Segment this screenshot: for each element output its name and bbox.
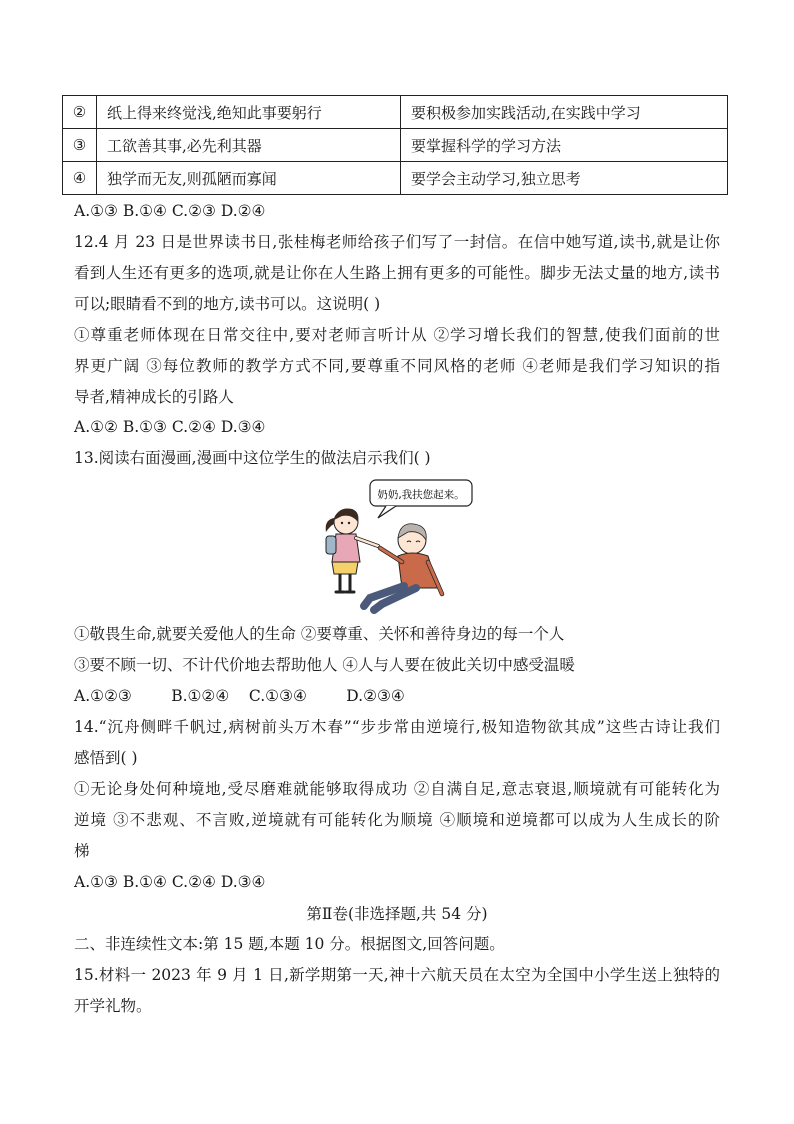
q12-stem-line: 看到人生还有更多的选项,就是让你在人生路上拥有更多的可能性。脚步无法丈量的地方,读书 bbox=[74, 264, 720, 282]
speech-bubble-text: 奶奶,我扶您起来。 bbox=[377, 489, 465, 501]
q14-item-line: ①无论身处何种境地,受尽磨难就能够取得成功 ②自满自足,意志衰退,顺境就有可能转化为 bbox=[74, 780, 720, 798]
q14-item-line: 梯 bbox=[74, 842, 90, 860]
quote-cell: 工欲善其事,必先利其器 bbox=[97, 129, 401, 162]
part2-title: 第Ⅱ卷(非选择题,共 54 分) bbox=[306, 905, 488, 923]
q14-stem-line: 14.“沉舟侧畔千帆过,病树前头万木春”“步步常由逆境行,极知造物欲其成”这些古诗让我们 bbox=[74, 718, 720, 736]
section2-heading: 二、非连续性文本:第 15 题,本题 10 分。根据图文,回答问题。 bbox=[74, 935, 505, 953]
meaning-cell: 要积极参加实践活动,在实践中学习 bbox=[401, 96, 728, 129]
q12-stem-line: 12.4 月 23 日是世界读书日,张桂梅老师给孩子们写了一封信。在信中她写道,读书,就是让你 bbox=[74, 233, 720, 251]
q11-options: A.①③ B.①④ C.②③ D.②④ bbox=[74, 202, 266, 220]
q14-stem-line: 感悟到( ) bbox=[74, 749, 138, 767]
table-row bbox=[63, 162, 728, 195]
q12-item-line: ①尊重老师体现在日常交往中,要对老师言听计从 ②学习增长我们的智慧,使我们面前的世 bbox=[74, 326, 720, 344]
meaning-cell: 要掌握科学的学习方法 bbox=[401, 129, 728, 162]
q12-item-line: 界更广阔 ③每位教师的教学方式不同,要尊重不同风格的老师 ④老师是我们学习知识的指 bbox=[74, 357, 720, 375]
row-number: ② bbox=[63, 96, 97, 129]
q15-line: 15.材料一 2023 年 9 月 1 日,新学期第一天,神十六航天员在太空为全国中小学生送上独特的 bbox=[74, 966, 720, 984]
table-row bbox=[63, 96, 728, 129]
q13-item-line: ①敬畏生命,就要关爱他人的生命 ②要尊重、关怀和善待身边的每一个人 bbox=[74, 625, 565, 643]
row-number: ④ bbox=[63, 162, 97, 195]
q13-options: A.①②③ B.①②④ C.①③④ D.②③④ bbox=[74, 687, 405, 705]
q15-line: 开学礼物。 bbox=[74, 997, 152, 1015]
q14-options: A.①③ B.①④ C.②④ D.③④ bbox=[74, 873, 266, 891]
quote-cell: 纸上得来终觉浅,绝知此事要躬行 bbox=[97, 96, 401, 129]
q12-stem-line: 可以;眼睛看不到的地方,读书可以。这说明( ) bbox=[74, 295, 381, 313]
row-number: ③ bbox=[63, 129, 97, 162]
quote-meaning-table bbox=[62, 95, 728, 195]
q13-stem: 13.阅读右面漫画,漫画中这位学生的做法启示我们( ) bbox=[74, 449, 431, 467]
quote-cell: 独学而无友,则孤陋而寡闻 bbox=[97, 162, 401, 195]
table-row bbox=[63, 129, 728, 162]
q13-item-line: ③要不顾一切、不计代价地去帮助他人 ④人与人要在彼此关切中感受温暖 bbox=[74, 656, 575, 674]
q12-item-line: 导者,精神成长的引路人 bbox=[74, 388, 234, 406]
q14-item-line: 逆境 ③不悲观、不言败,逆境就有可能转化为顺境 ④顺境和逆境都可以成为人生成长的阶 bbox=[74, 811, 720, 829]
q12-options: A.①② B.①③ C.②④ D.③④ bbox=[74, 418, 266, 436]
cartoon-girl-helping-grandma bbox=[312, 476, 482, 616]
meaning-cell: 要学会主动学习,独立思考 bbox=[401, 162, 728, 195]
